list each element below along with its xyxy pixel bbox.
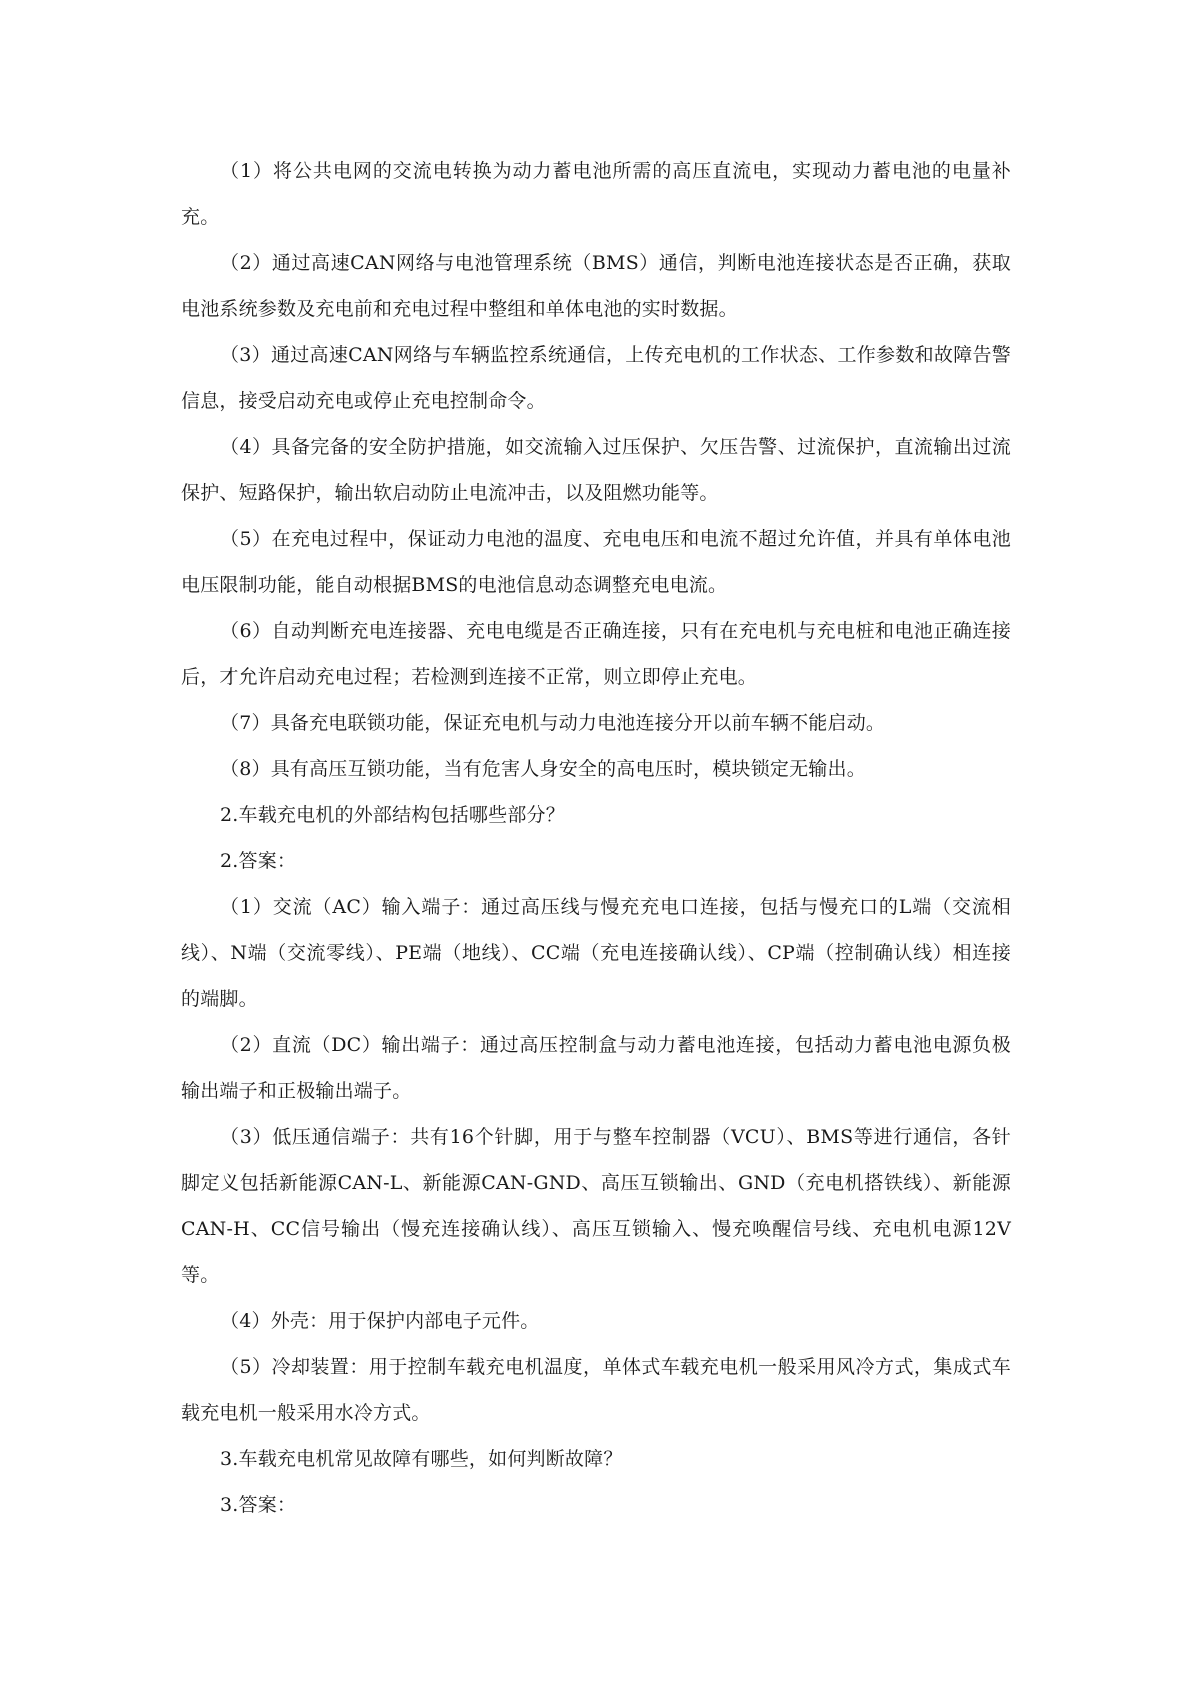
paragraph-function-2: （2）通过高速CAN网络与电池管理系统（BMS）通信，判断电池连接状态是否正确，获取电池系统参数及充电前和充电过程中整组和单体电池的实时数据。	[181, 252, 1011, 320]
paragraph-function-1: （1）将公共电网的交流电转换为动力蓄电池所需的高压直流电，实现动力蓄电池的电量补充。	[181, 160, 1011, 228]
paragraph-function-6: （6）自动判断充电连接器、充电电缆是否正确连接，只有在充电机与充电桩和电池正确连接后，才允许启动充电过程；若检测到连接不正常，则立即停止充电。	[181, 620, 1011, 688]
paragraph-structure-2: （2）直流（DC）输出端子：通过高压控制盒与动力蓄电池连接，包括动力蓄电池电源负极输出端子和正极输出端子。	[181, 1034, 1011, 1102]
answer-2-heading: 2.答案：	[220, 850, 297, 872]
paragraph-function-8: （8）具有高压互锁功能，当有危害人身安全的高电压时，模块锁定无输出。	[220, 758, 866, 780]
document-body	[181, 148, 1011, 1528]
paragraph-structure-5: （5）冷却装置：用于控制车载充电机温度，单体式车载充电机一般采用风冷方式，集成式车载充电机一般采用水冷方式。	[181, 1356, 1011, 1424]
paragraph-structure-1: （1）交流（AC）输入端子：通过高压线与慢充充电口连接，包括与慢充口的L端（交流相线）、N端（交流零线）、PE端（地线）、CC端（充电连接确认线）、CP端（控制确认线）相连接的端脚。	[181, 896, 1011, 1010]
paragraph-function-3: （3）通过高速CAN网络与车辆监控系统通信，上传充电机的工作状态、工作参数和故障告警信息，接受启动充电或停止充电控制命令。	[181, 344, 1011, 412]
question-3: 3.车载充电机常见故障有哪些，如何判断故障？	[220, 1448, 623, 1470]
paragraph-function-5: （5）在充电过程中，保证动力电池的温度、充电电压和电流不超过允许值，并具有单体电池电压限制功能，能自动根据BMS的电池信息动态调整充电电流。	[181, 528, 1011, 596]
paragraph-function-4: （4）具备完备的安全防护措施，如交流输入过压保护、欠压告警、过流保护，直流输出过流保护、短路保护，输出软启动防止电流冲击，以及阻燃功能等。	[181, 436, 1011, 504]
paragraph-structure-4: （4）外壳：用于保护内部电子元件。	[220, 1310, 540, 1332]
question-2: 2.车载充电机的外部结构包括哪些部分？	[220, 804, 565, 826]
paragraph-structure-3: （3）低压通信端子：共有16个针脚，用于与整车控制器（VCU）、BMS等进行通信，各针脚定义包括新能源CAN-L、新能源CAN-GND、高压互锁输出、GND（充电机搭铁线）、新能源CAN-H、CC信号输出（慢充连接确认线）、高压互锁输入、慢充唤醒信号线、充电机电源12V等。	[181, 1126, 1011, 1286]
paragraph-function-7: （7）具备充电联锁功能，保证充电机与动力电池连接分开以前车辆不能启动。	[220, 712, 886, 734]
answer-3-heading: 3.答案：	[220, 1494, 297, 1516]
